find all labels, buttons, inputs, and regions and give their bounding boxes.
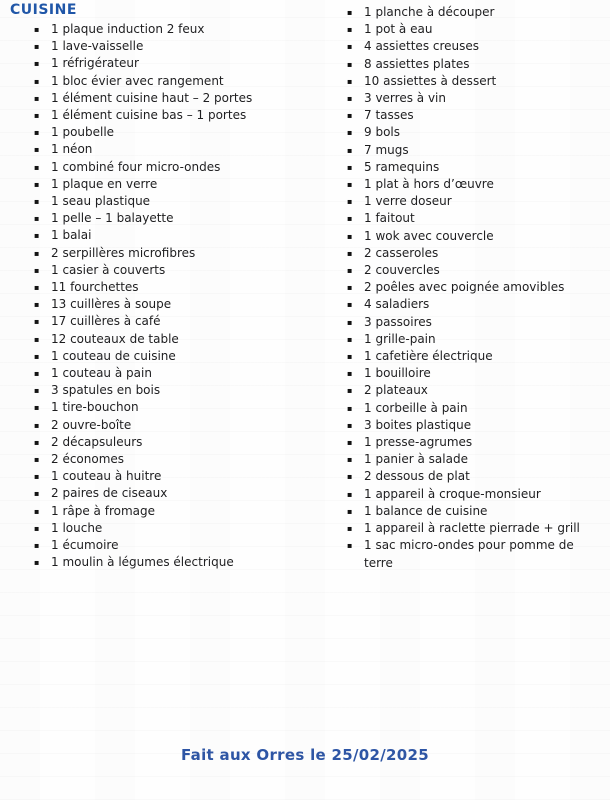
list-item [346,210,602,227]
bullet-icon: ▪ [34,265,40,275]
item-text: 1 tire-bouchon [51,400,139,415]
item-text: 2 couvercles [364,263,440,278]
bullet-icon: ▪ [347,524,353,534]
bullet-icon: ▪ [347,231,353,241]
bullet-icon: ▪ [34,248,40,258]
bullet-icon: ▪ [347,472,353,482]
item-text: 2 économes [51,452,125,467]
list-item [346,486,602,503]
item-text: 2 serpillères microfibres [51,245,196,260]
list-item [346,262,602,279]
bullet-icon: ▪ [34,76,40,86]
item-text: 3 boites plastique [364,417,472,432]
bullet-icon: ▪ [347,300,353,310]
bullet-icon: ▪ [34,93,40,103]
item-text: 1 appareil à raclette pierrade + grill [364,521,580,536]
item-text: 3 verres à vin [364,91,446,106]
list-item [33,365,318,382]
item-text: 1 couteau de cuisine [51,348,176,363]
inventory-column-right [346,4,602,572]
item-text: 7 mugs [364,142,409,157]
item-text: 12 couteaux de table [51,331,179,346]
bullet-icon: ▪ [34,403,40,413]
item-text: 3 spatules en bois [51,383,161,398]
item-text: 9 bols [364,125,400,140]
item-text: 1 plaque en verre [51,176,158,191]
list-item [346,228,602,245]
item-text: 2 décapsuleurs [51,434,143,449]
item-text: 1 corbeille à pain [364,400,468,415]
bullet-icon: ▪ [347,317,353,327]
list-item [346,56,602,73]
item-text: 2 ouvre-boîte [51,417,132,432]
item-text: 1 pot à eau [364,22,433,37]
item-text: 1 planche à découper [364,5,495,19]
list-item [33,451,318,468]
item-text: 1 couteau à pain [51,366,152,381]
bullet-icon: ▪ [34,197,40,207]
item-text: 4 assiettes creuses [364,39,480,54]
bullet-icon: ▪ [34,59,40,69]
bullet-icon: ▪ [34,369,40,379]
bullet-icon: ▪ [347,111,353,121]
list-item [346,434,602,451]
item-text: 1 lave-vaisselle [51,39,144,54]
item-text: 3 passoires [364,314,432,329]
list-item [346,400,602,417]
bullet-icon: ▪ [34,214,40,224]
list-item [346,520,602,537]
item-text: 1 louche [51,520,103,535]
item-text: 1 néon [51,142,93,157]
list-item [33,537,318,554]
item-text: 1 wok avec couvercle [364,228,494,243]
list-item [346,38,602,55]
bullet-icon: ▪ [34,42,40,52]
item-text: 1 pelle – 1 balayette [51,211,174,226]
bullet-icon: ▪ [34,231,40,241]
item-text: 11 fourchettes [51,280,139,295]
bullet-icon: ▪ [347,489,353,499]
list-item [33,520,318,537]
item-text: 1 panier à salade [364,452,468,467]
bullet-icon: ▪ [347,283,353,293]
list-item [33,503,318,520]
item-text: 1 seau plastique [51,194,151,209]
list-item [346,159,602,176]
page-title: CUISINE [10,2,77,18]
list-item [33,159,318,176]
document-footer-date: Fait aux Orres le 25/02/2025 [181,746,429,764]
bullet-icon: ▪ [347,369,353,379]
list-item [346,314,602,331]
list-item [346,503,602,520]
bullet-icon: ▪ [347,128,353,138]
bullet-icon: ▪ [34,437,40,447]
item-text: 1 balai [51,228,92,243]
bullet-icon: ▪ [347,59,353,69]
list-item [346,468,602,485]
bullet-icon: ▪ [34,455,40,465]
item-text: 2 plateaux [364,383,428,398]
bullet-icon: ▪ [34,506,40,516]
item-text: 1 verre doseur [364,194,452,209]
item-text: 2 casseroles [364,245,439,260]
bullet-icon: ▪ [34,420,40,430]
list-item [33,468,318,485]
bullet-icon: ▪ [34,351,40,361]
list-item [346,451,602,468]
list-item [346,124,602,141]
bullet-icon: ▪ [34,489,40,499]
item-text: 1 sac micro-ondes pour pomme de terre [364,538,574,570]
bullet-icon: ▪ [347,403,353,413]
item-text: 1 élément cuisine bas – 1 portes [51,108,247,123]
item-text: 1 casier à couverts [51,262,166,277]
bullet-icon: ▪ [347,266,353,276]
bullet-icon: ▪ [34,179,40,189]
item-text: 2 poêles avec poignée amovibles [364,280,565,295]
list-item [33,55,318,72]
item-text: 1 faitout [364,211,415,226]
list-item [33,417,318,434]
bullet-icon: ▪ [34,334,40,344]
list-item [33,245,318,262]
item-text: 1 écumoire [51,538,119,553]
bullet-icon: ▪ [34,558,40,568]
list-item [346,193,602,210]
item-text: 4 saladiers [364,297,430,312]
item-text: 1 bouilloire [364,366,431,381]
bullet-icon: ▪ [347,386,353,396]
item-text: 1 moulin à légumes électrique [51,555,234,570]
item-text: 17 cuillères à café [51,314,161,329]
bullet-icon: ▪ [347,541,353,551]
bullet-icon: ▪ [34,541,40,551]
list-item [33,141,318,158]
item-text: 10 assiettes à dessert [364,73,497,88]
item-text: 1 plat à hors d’œuvre [364,177,494,192]
list-item [33,382,318,399]
item-text: 1 cafetière électrique [364,349,493,364]
list-item [346,176,602,193]
bullet-icon: ▪ [347,438,353,448]
bullet-icon: ▪ [347,455,353,465]
list-item [33,434,318,451]
item-text: 1 balance de cuisine [364,503,488,518]
bullet-icon: ▪ [347,248,353,258]
bullet-icon: ▪ [347,214,353,224]
list-item [33,176,318,193]
list-item [33,554,318,571]
item-text: 1 élément cuisine haut – 2 portes [51,90,253,105]
list-item [346,537,602,571]
bullet-icon: ▪ [34,283,40,293]
list-item [33,296,318,313]
item-text: 1 couteau à huitre [51,469,162,484]
list-item [33,124,318,141]
list-item [33,73,318,90]
bullet-icon: ▪ [34,162,40,172]
item-text: 1 presse-agrumes [364,435,473,450]
list-item [346,331,602,348]
bullet-icon: ▪ [347,8,353,17]
list-item [33,313,318,330]
item-text: 2 dessous de plat [364,469,470,484]
bullet-icon: ▪ [347,420,353,430]
list-item [33,107,318,124]
item-text: 8 assiettes plates [364,56,470,71]
bullet-icon: ▪ [347,334,353,344]
list-item [33,399,318,416]
bullet-icon: ▪ [34,317,40,327]
list-item [33,193,318,210]
list-item [346,348,602,365]
item-text: 1 bloc évier avec rangement [51,73,224,88]
bullet-icon: ▪ [347,94,353,104]
bullet-icon: ▪ [34,128,40,138]
list-item [346,73,602,90]
list-item [33,90,318,107]
list-item [33,262,318,279]
list-item [346,279,602,296]
item-text: 13 cuillères à soupe [51,297,172,312]
item-text: 1 plaque induction 2 feux [51,22,205,36]
list-item [33,279,318,296]
list-item [346,107,602,124]
list-item [346,142,602,159]
item-text: 1 combiné four micro-ondes [51,159,221,174]
bullet-icon: ▪ [347,197,353,207]
item-text: 1 appareil à croque-monsieur [364,486,541,501]
item-text: 5 ramequins [364,159,440,174]
list-item [33,331,318,348]
inventory-column-left [33,21,318,572]
bullet-icon: ▪ [34,386,40,396]
list-item [346,382,602,399]
list-item [33,210,318,227]
bullet-icon: ▪ [34,472,40,482]
item-text: 1 poubelle [51,125,115,140]
bullet-icon: ▪ [347,25,353,35]
list-item [346,245,602,262]
bullet-icon: ▪ [34,25,40,34]
bullet-icon: ▪ [347,506,353,516]
list-item [33,485,318,502]
item-text: 1 réfrigérateur [51,56,139,71]
list-item [346,4,602,21]
bullet-icon: ▪ [347,145,353,155]
item-text: 7 tasses [364,108,414,123]
bullet-icon: ▪ [34,145,40,155]
list-item [346,90,602,107]
list-item [33,21,318,38]
bullet-icon: ▪ [347,352,353,362]
item-text: 2 paires de ciseaux [51,486,168,501]
list-item [346,296,602,313]
item-text: 1 grille-pain [364,331,436,346]
list-item [33,348,318,365]
list-item [33,38,318,55]
bullet-icon: ▪ [347,180,353,190]
bullet-icon: ▪ [347,162,353,172]
bullet-icon: ▪ [34,523,40,533]
item-text: 1 râpe à fromage [51,503,155,518]
bullet-icon: ▪ [34,300,40,310]
bullet-icon: ▪ [347,42,353,52]
list-item [346,21,602,38]
list-item [346,417,602,434]
list-item [33,227,318,244]
bullet-icon: ▪ [34,111,40,121]
bullet-icon: ▪ [347,76,353,86]
list-item [346,365,602,382]
